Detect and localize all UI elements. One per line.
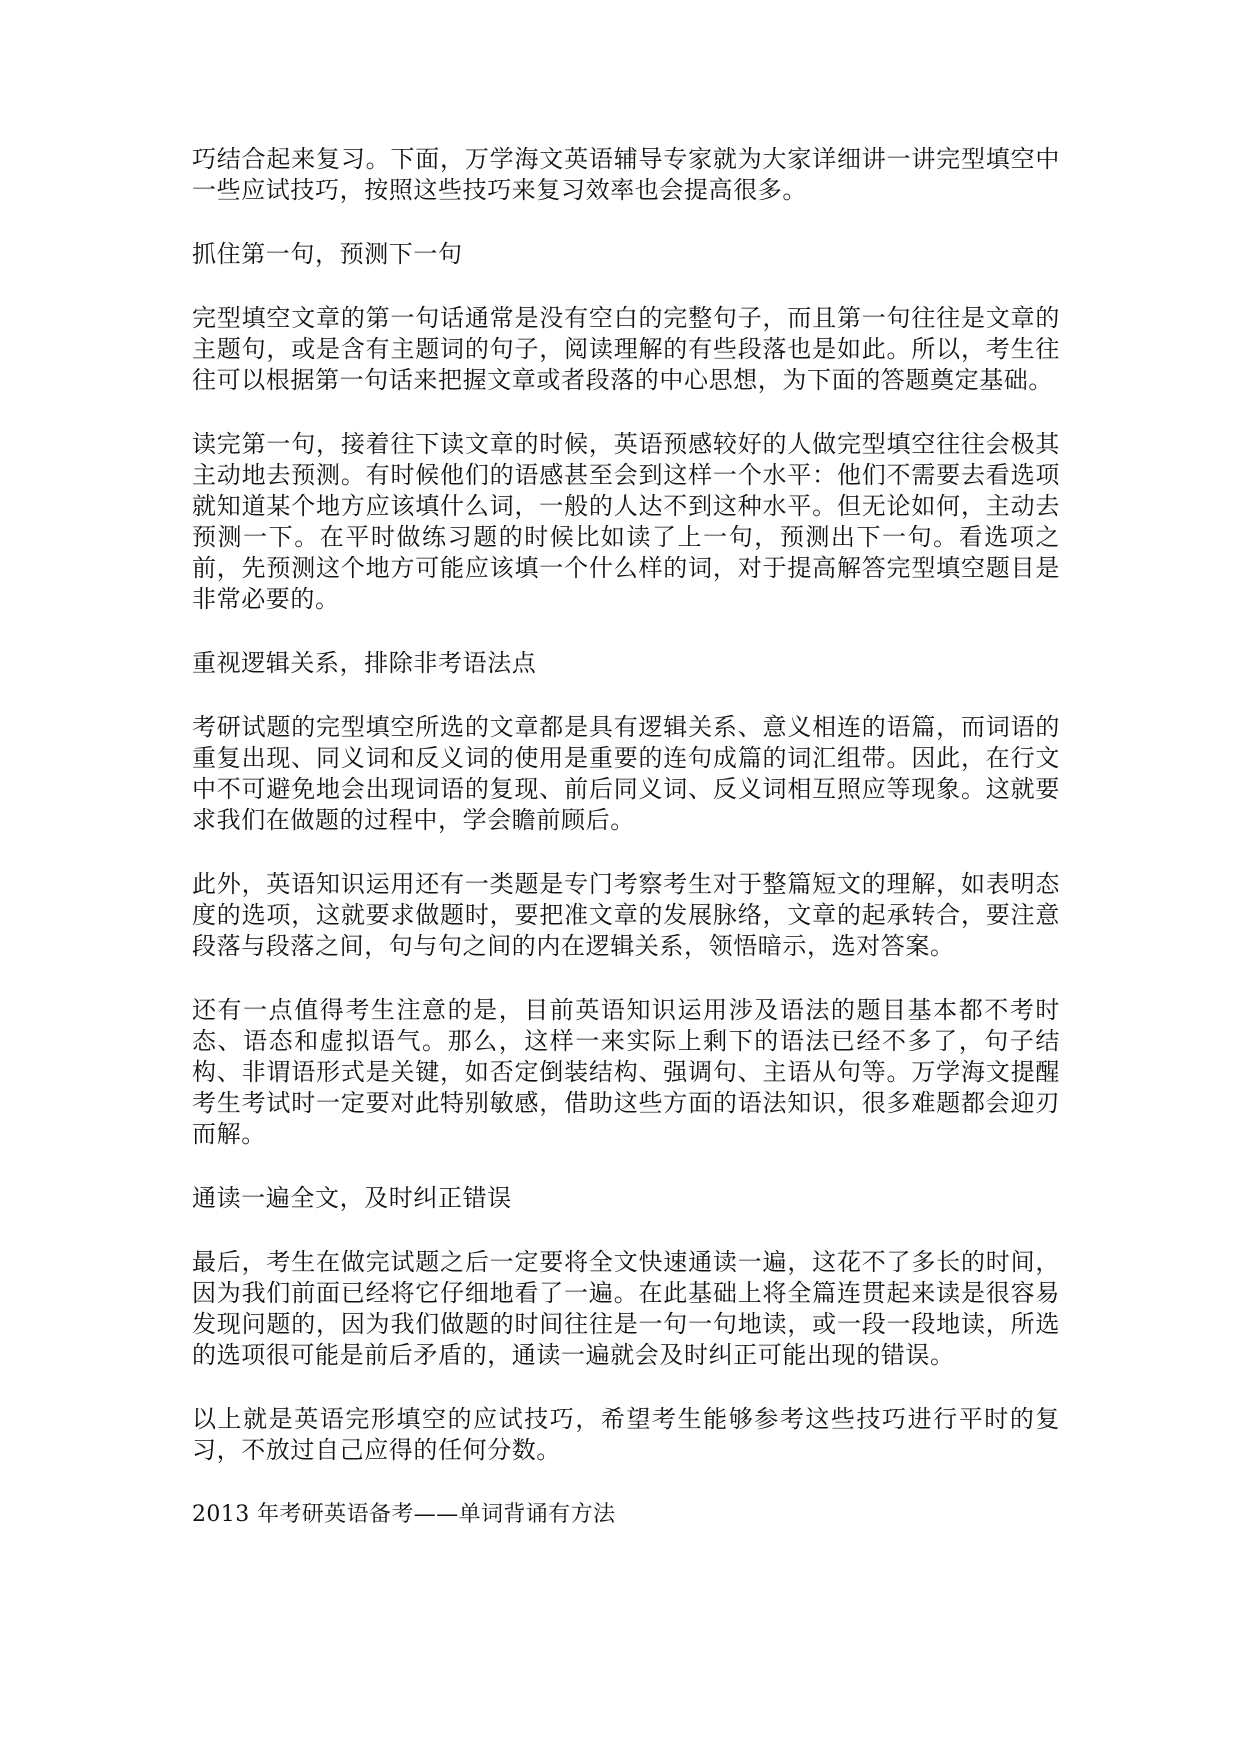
section-heading-first-sentence: 抓住第一句，预测下一句 <box>192 240 463 268</box>
paragraph-conclusion: 以上就是英语完形填空的应试技巧，希望考生能够参考这些技巧进行平时的复习，不放过自己应得的任何分数。 <box>192 1405 1060 1464</box>
paragraph-prediction: 读完第一句，接着往下读文章的时候，英语预感较好的人做完型填空往往会极其主动地去预测。有时候他们的语感甚至会到这样一个水平：他们不需要去看选项就知道某个地方应该填什么词，一般的人达不到这种水平。但无论如何，主动去预测一下。在平时做练习题的时候比如读了上一句，预测出下一句。看选项之前，先预测这个地方可能应该填一个什么样的词，对于提高解答完型填空题目是非常必要的。 <box>192 430 1060 613</box>
paragraph-logic: 考研试题的完型填空所选的文章都是具有逻辑关系、意义相连的语篇，而词语的重复出现、同义词和反义词的使用是重要的连句成篇的词汇组带。因此，在行文中不可避免地会出现词语的复现、前后同义词、反义词相互照应等现象。这就要求我们在做题的过程中，学会瞻前顾后。 <box>192 713 1060 834</box>
intro-paragraph: 巧结合起来复习。下面，万学海文英语辅导专家就为大家详细讲一讲完型填空中一些应试技巧，按照这些技巧来复习效率也会提高很多。 <box>192 145 1060 204</box>
paragraph-understanding: 此外，英语知识运用还有一类题是专门考察考生对于整篇短文的理解，如表明态度的选项，这就要求做题时，要把准文章的发展脉络，文章的起承转合，要注意段落与段落之间，句与句之间的内在逻辑关系，领悟暗示，选对答案。 <box>192 870 1060 960</box>
paragraph-first-sentence: 完型填空文章的第一句话通常是没有空白的完整句子，而且第一句往往是文章的主题句，或是含有主题词的句子，阅读理解的有些段落也是如此。所以，考生往往可以根据第一句话来把握文章或者段落的中心思想，为下面的答题奠定基础。 <box>192 304 1060 394</box>
paragraph-grammar: 还有一点值得考生注意的是，目前英语知识运用涉及语法的题目基本都不考时态、语态和虚拟语气。那么，这样一来实际上剩下的语法已经不多了，句子结构、非谓语形式是关键，如否定倒装结构、强调句、主语从句等。万学海文提醒考生考试时一定要对此特别敏感，借助这些方面的语法知识，很多难题都会迎刃而解。 <box>192 996 1060 1148</box>
section-heading-review: 通读一遍全文，及时纠正错误 <box>192 1184 512 1212</box>
next-article-title: 2013 年考研英语备考——单词背诵有方法 <box>192 1502 616 1527</box>
section-heading-logic: 重视逻辑关系，排除非考语法点 <box>192 649 537 677</box>
document-page <box>192 144 1060 1530</box>
paragraph-review: 最后，考生在做完试题之后一定要将全文快速通读一遍，这花不了多长的时间，因为我们前面已经将它仔细地看了一遍。在此基础上将全篇连贯起来读是很容易发现问题的，因为我们做题的时间往往是一句一句地读，或一段一段地读，所选的选项很可能是前后矛盾的，通读一遍就会及时纠正可能出现的错误。 <box>192 1248 1060 1369</box>
